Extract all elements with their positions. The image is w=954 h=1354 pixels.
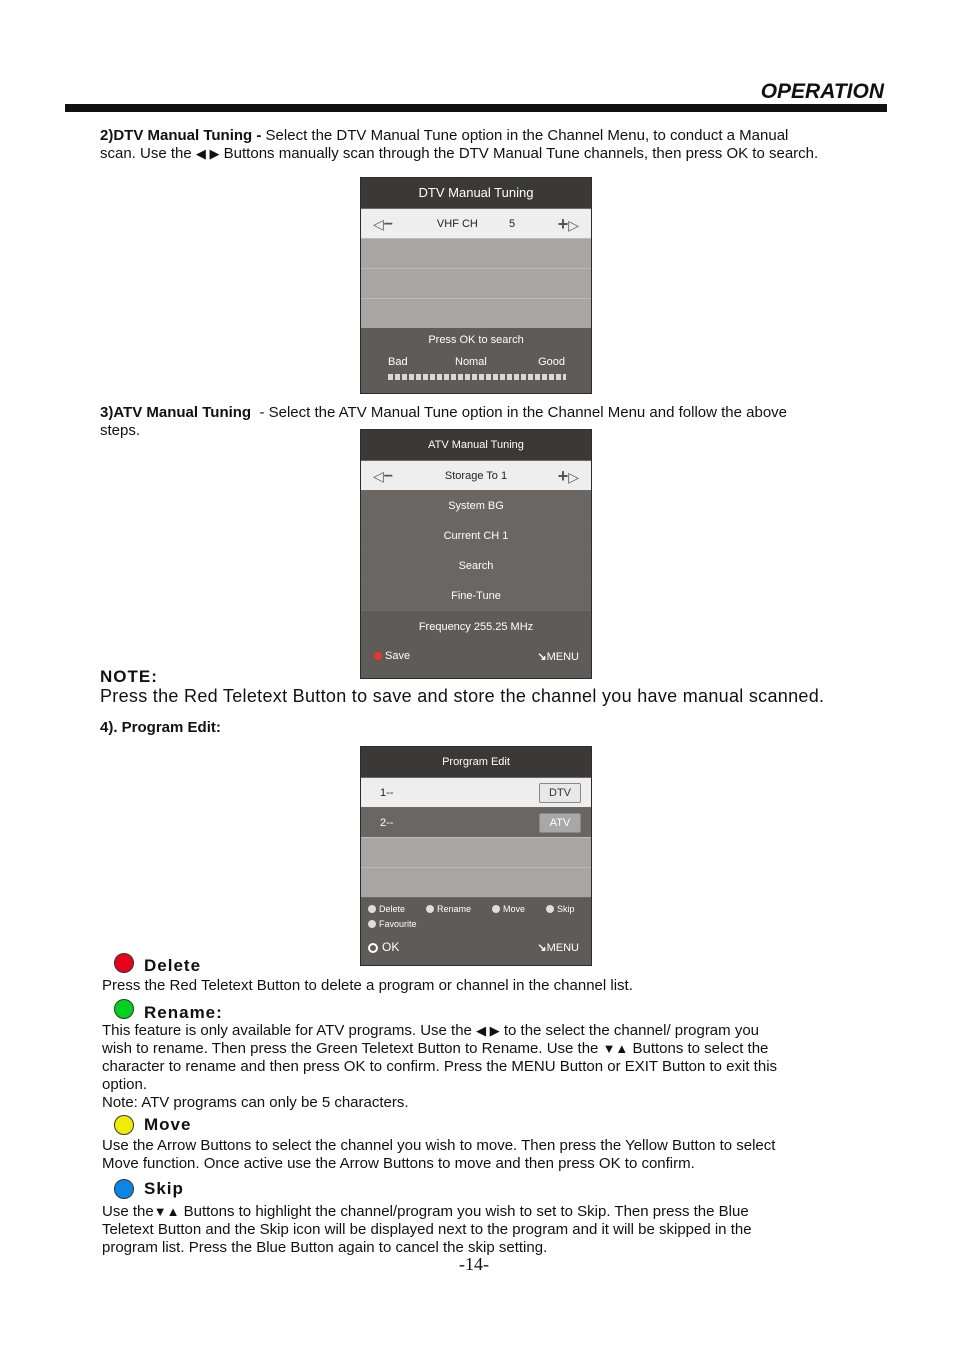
increase-icon[interactable]: +▷ (557, 214, 579, 234)
storage-label: Storage To 1 (444, 470, 508, 482)
left-right-arrows-icon: ◀ ▶ (476, 1023, 500, 1038)
delete-text: Press the Red Teletext Button to delete a program or channel in the channel list. (102, 977, 633, 994)
atv-tag: ATV (539, 813, 581, 833)
program-edit-title: Prorgram Edit (361, 747, 591, 777)
signal-good-label: Good (538, 356, 565, 368)
dtv-menu-title: DTV Manual Tuning (361, 178, 591, 208)
page-section-title: OPERATION (760, 80, 884, 103)
skip-text: Use the▼▲ Buttons to highlight the channel/program you wish to set to Skip. Then press the Blue Teletext Button and the Skip icon will be displayed next to the program and it will be skipped in the program list. Press the Blue Button again to cancel the skip setting. (102, 1203, 752, 1256)
channel-value: 5 (508, 218, 516, 230)
signal-bad-label: Bad (388, 356, 408, 368)
dtv-line2b: Buttons manually scan through the DTV Manual Tune channels, then press OK to search. (223, 145, 819, 162)
legend-rename: Rename (426, 904, 471, 914)
dtv-line2a: scan. Use the (100, 145, 192, 162)
menu-hint[interactable] (537, 941, 579, 954)
rename-title: Rename: (144, 1003, 223, 1022)
dtv-line1: Select the DTV Manual Tune option in the Channel Menu, to conduct a Manual (265, 127, 789, 144)
signal-nomal-label: Nomal (455, 356, 487, 368)
ok-key-icon (368, 943, 378, 953)
header-rule (65, 104, 887, 112)
program-empty-row-1 (361, 837, 591, 867)
legend-favourite: Favourite (368, 919, 417, 929)
note-label: NOTE: (100, 667, 158, 686)
atv-finetune-row[interactable]: Fine-Tune (361, 580, 591, 610)
yellow-button-icon (114, 1115, 134, 1135)
left-right-arrows-icon: ◀ ▶ (195, 146, 220, 161)
down-up-arrows-icon: ▼▲ (153, 1204, 180, 1219)
program-2-label: 2-- (380, 817, 394, 829)
atv-search-row[interactable]: Search (361, 550, 591, 580)
program-row-1[interactable] (361, 777, 591, 807)
dtv-signal-panel (361, 328, 591, 391)
dtv-empty-row-1 (361, 238, 591, 268)
dtv-empty-row-3 (361, 298, 591, 328)
rename-text: This feature is only available for ATV programs. Use the ◀ ▶ to the select the channel/ program you wish to rename. Then press the Green Teletext Button to Rename. Use the ▼▲ Buttons to select the character to rename and then press OK to confirm. Press the MENU Button or EXIT Button to exit this option. Note: ATV programs can only be 5 characters. (102, 1022, 778, 1111)
move-title: Move (144, 1115, 192, 1134)
increase-icon[interactable]: +▷ (557, 466, 579, 486)
save-label: Save (385, 650, 411, 662)
atv-heading: 3)ATV Manual Tuning (100, 404, 252, 421)
green-button-icon (114, 999, 134, 1019)
program-1-label: 1-- (380, 787, 394, 799)
channel-label: VHF CH (436, 218, 478, 230)
menu-hint[interactable] (537, 650, 579, 663)
page-number: -14- (459, 1254, 489, 1274)
program-edit-menu (360, 746, 592, 966)
menu-key-icon: ↘ (537, 942, 547, 954)
legend-skip: Skip (546, 904, 575, 914)
decrease-icon[interactable]: ◁− (373, 468, 394, 485)
program-edit-heading: 4). Program Edit: (100, 719, 221, 736)
atv-line1: - Select the ATV Manual Tune option in the Channel Menu and follow the above (259, 404, 788, 421)
atv-manual-tuning-menu (360, 429, 592, 679)
program-empty-row-2 (361, 867, 591, 897)
dtv-heading: 2)DTV Manual Tuning - (100, 127, 262, 144)
ok-hint[interactable] (368, 940, 399, 954)
dtv-tag: DTV (539, 783, 581, 803)
atv-storage-row[interactable] (361, 460, 591, 490)
ok-label: OK (382, 940, 400, 954)
legend-move: Move (492, 904, 525, 914)
menu-label: MENU (546, 651, 579, 663)
skip-title: Skip (144, 1179, 184, 1198)
legend-delete: Delete (368, 904, 405, 914)
atv-line2: steps. (100, 422, 141, 439)
dtv-instructions (100, 127, 920, 163)
program-edit-legend (361, 897, 591, 964)
menu-label: MENU (546, 942, 579, 954)
dtv-empty-row-2 (361, 268, 591, 298)
save-hint[interactable] (374, 650, 410, 662)
red-button-icon (114, 953, 134, 973)
delete-title: Delete (144, 956, 202, 975)
down-up-arrows-icon: ▼▲ (602, 1041, 629, 1056)
atv-current-ch-row[interactable]: Current CH 1 (361, 520, 591, 550)
program-row-2[interactable] (361, 807, 591, 837)
atv-menu-title: ATV Manual Tuning (361, 430, 591, 460)
note-text: Press the Red Teletext Button to save and store the channel you have manual scanned. (100, 686, 825, 706)
dtv-channel-row[interactable] (361, 208, 591, 238)
search-prompt: Press OK to search (428, 334, 524, 346)
blue-button-icon (114, 1179, 134, 1199)
frequency-readout: Frequency 255.25 MHz (418, 621, 534, 633)
move-text: Use the Arrow Buttons to select the channel you wish to move. Then press the Yellow Button to select Move function. Once active use the Arrow Buttons to move and then press OK to confirm. (102, 1137, 776, 1172)
decrease-icon[interactable]: ◁− (373, 216, 394, 233)
signal-strength-bar (388, 374, 566, 380)
atv-system-row[interactable]: System BG (361, 490, 591, 520)
menu-key-icon: ↘ (537, 651, 547, 663)
atv-footer (361, 610, 591, 679)
red-button-icon (374, 652, 382, 660)
dtv-manual-tuning-menu (360, 177, 592, 394)
